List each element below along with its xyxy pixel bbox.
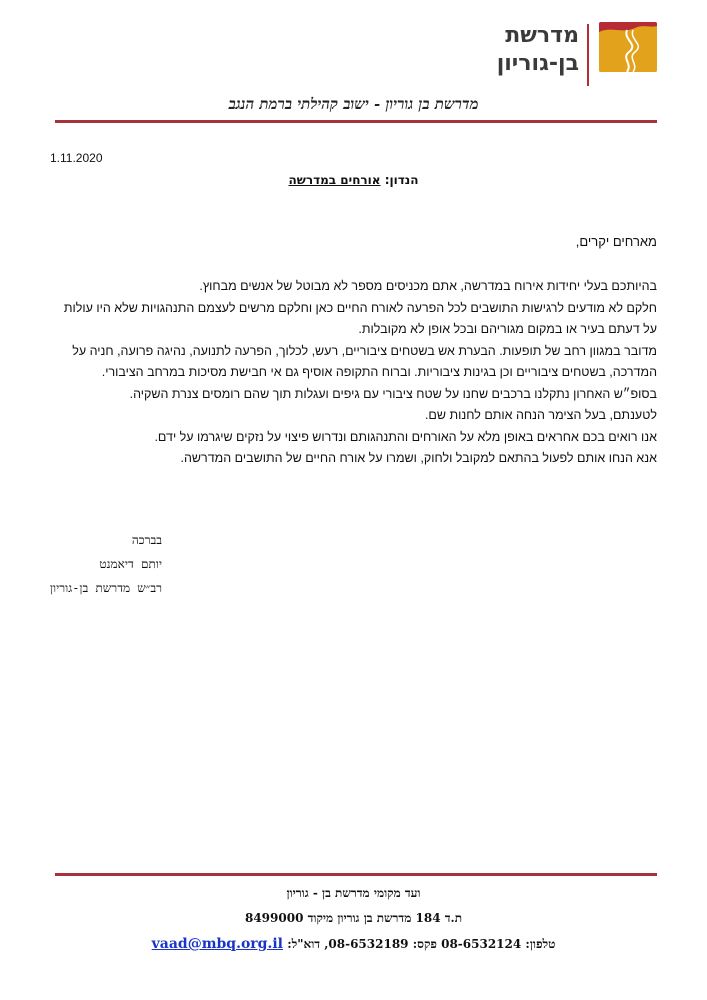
signer-title: רב״ש מדרשת בן-גוריון	[50, 581, 163, 595]
logo-divider	[587, 24, 589, 86]
email-link[interactable]: vaad@mbq.org.il	[151, 936, 283, 952]
logo	[487, 22, 657, 88]
body-paragraph: אנו רואים בכם אחראים באופן מלא על האורחים והתנהגותם ונדרוש פיצוי על נזקים שיגרמו על ידם.	[154, 429, 657, 444]
footer-divider	[55, 873, 657, 876]
footer-address: ת.ד 184 מדרשת בן גוריון מיקוד 8499000	[244, 911, 463, 925]
logo-mark-icon	[599, 22, 657, 72]
contact-prefix: טלפון: 08-6532124 פקס: 08-6532189, דוא"ל:	[287, 937, 556, 951]
signature-block	[50, 528, 162, 600]
subject-value: אורחים במדרשה	[288, 173, 381, 187]
letterhead-subtitle: מדרשת בן גוריון - ישוב קהילתי ברמת הנגב	[228, 95, 479, 113]
signer-name: יותם דיאמנט	[99, 557, 163, 571]
letter-date: 1.11.2020	[50, 151, 103, 165]
body-paragraph: בסופ״ש האחרון נתקלנו ברכבים שחנו על שטח ציבורי עם גיפים ועגלות תוך שהם רומסים צנרת השקיה.	[129, 386, 657, 401]
logo-line1: מדרשת	[505, 23, 579, 48]
body-paragraph: בהיותכם בעלי יחידות אירוח במדרשה, אתם מכניסים מספר לא מבוטל של אנשים מבחוץ.	[199, 279, 657, 293]
logo-line2: בן-גוריון	[496, 51, 579, 76]
letter-body	[48, 276, 657, 470]
body-paragraph: אנא הנחו אותם לפעול בהתאם למקובל ולחוק, ושמרו על אורח החיים של התושבים המדרשה.	[180, 451, 657, 465]
footer-contact	[0, 936, 707, 952]
body-paragraph: מדובר במגוון רחב של תופעות. הבערת אש בשטחים ציבוריים, רעש, לכלוך, הפרעה לתנועה, נהיגה פרועה, חניה על המדרכה, בשטחים ציבוריים וכן בגינות ציבוריות. וברוח התקופה אוסיף גם אי חבישת מסיכות במרחב הציבורי.	[72, 343, 657, 379]
body-paragraph: לטענתם, בעל הצימר הנחה אותם לחנות שם.	[424, 408, 657, 422]
logo-text	[497, 22, 579, 78]
body-paragraph: חלקם לא מודעים לרגישות התושבים לכל הפרעה לאורח החיים כאן וחלקם מרשים לעצמם התנהגויות שלא היו עולות על דעתם בעיר או במקום מגוריהם ובכל אופן לא מקובלות.	[63, 300, 657, 336]
letter-greeting: מארחים יקרים,	[575, 234, 657, 249]
closing: בברכה	[131, 533, 163, 547]
footer-committee: ועד מקומי מדרשת בן - גוריון	[286, 886, 421, 900]
header-divider	[55, 120, 657, 123]
letter-subject	[0, 173, 707, 187]
subject-label: הנדון:	[384, 173, 419, 187]
